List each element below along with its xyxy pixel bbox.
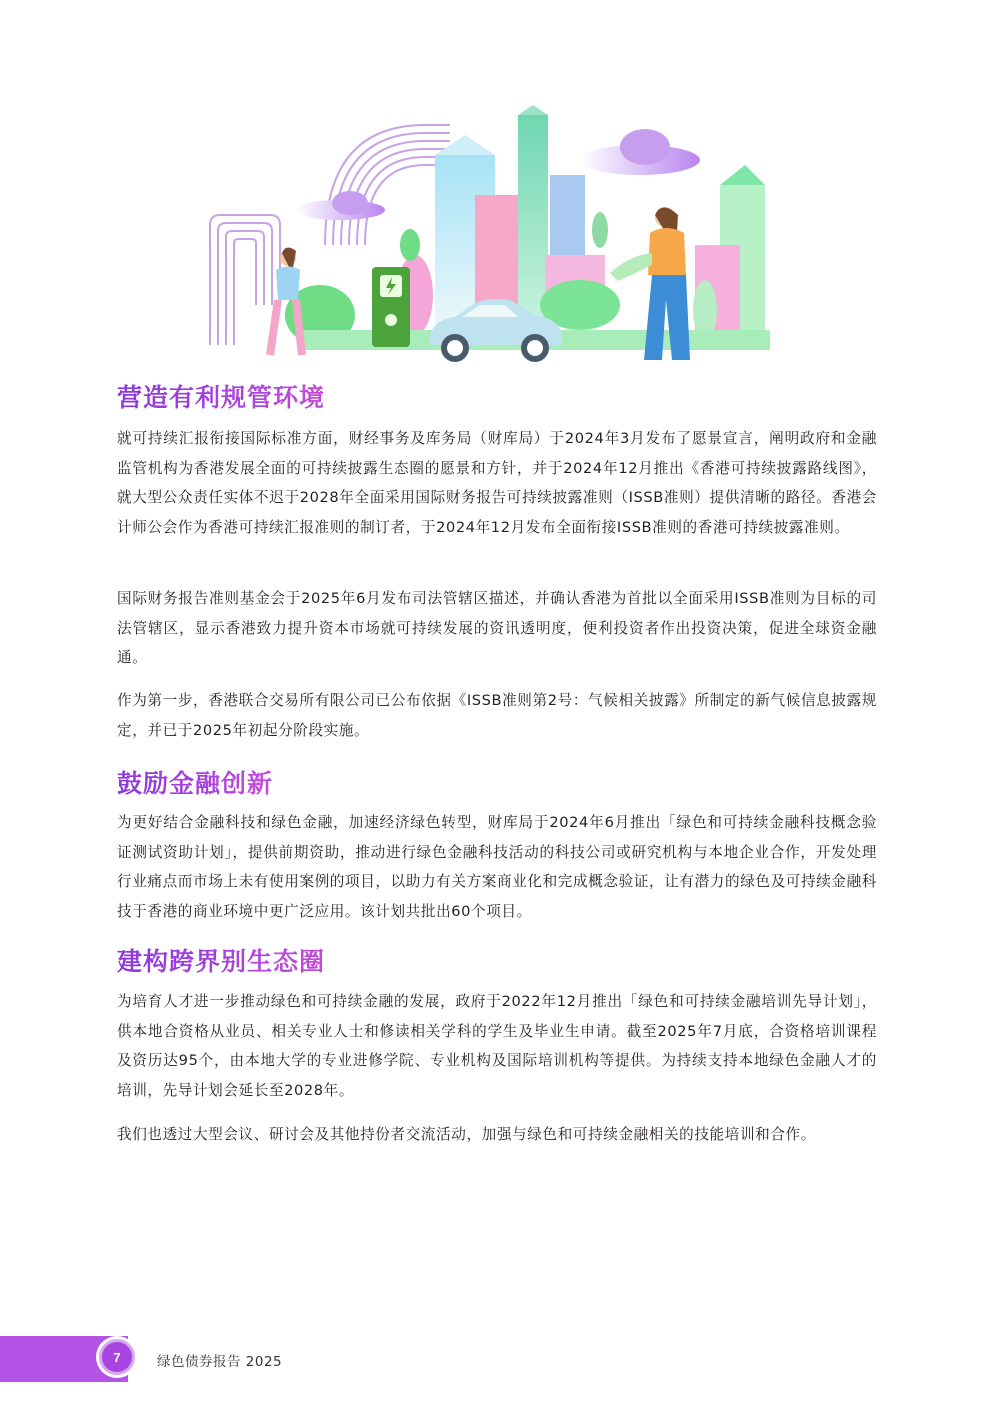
paragraph: 为更好结合金融科技和绿色金融，加速经济绿色转型，财库局于2024年6月推出「绿色和可持续金融科技概念验证测试资助计划」，提供前期资助，推动进行绿色金融科技活动的科技公司或研究机构与本地企业合作，开发处理行业痛点而市场上未有使用案例的项目，以助力有关方案商业化和完成概念验证，让有潜力的绿色及可持续金融科技于香港的商业环境中更广泛应用。该计划共批出60个项目。 bbox=[117, 814, 877, 920]
paragraph: 为培育人才进一步推动绿色和可持续金融的发展，政府于2022年12月推出「绿色和可持续金融培训先导计划」，供本地合资格从业员、相关专业人士和修读相关学科的学生及毕业生申请。截至2025年7月底，合资格培训课程及资历达95个，由本地大学的专业进修学院、专业机构及国际培训机构等提供。为持续支持本地绿色金融人才的培训，先导计划会延长至2028年。 bbox=[117, 993, 877, 1099]
green-city-illustration bbox=[200, 105, 780, 375]
section-title-regulatory: 营造有利规管环境 bbox=[117, 378, 325, 414]
paragraph: 作为第一步，香港联合交易所有限公司已公布依据《ISSB准则第2号：气候相关披露》所制定的新气候信息披露规定，并已于2025年初起分阶段实施。 bbox=[117, 692, 877, 739]
paragraph: 就可持续汇报衔接国际标准方面，财经事务及库务局（财库局）于2024年3月发布了愿景宣言，阐明政府和金融监管机构为香港发展全面的可持续披露生态圈的愿景和方针，并于2024年12月推出《香港可持续披露路线图》，就大型公众责任实体不迟于2028年全面采用国际财务报告可持续披露准则（ISSB准则）提供清晰的路径。香港会计师公会作为香港可持续汇报准则的制订者，于2024年12月发布全面衔接ISSB准则的香港可持续披露准则。 bbox=[117, 430, 877, 536]
section-title-ecosystem: 建构跨界别生态圈 bbox=[117, 942, 325, 978]
page-number: 7 bbox=[99, 1339, 135, 1375]
paragraph: 我们也透过大型会议、研讨会及其他持份者交流活动，加强与绿色和可持续金融相关的技能培训和合作。 bbox=[117, 1126, 816, 1143]
section-title-innovation: 鼓励金融创新 bbox=[117, 764, 273, 800]
ev-charger-icon bbox=[372, 267, 410, 347]
page-number-badge bbox=[96, 1336, 138, 1378]
report-title: 绿色债券报告 2025 bbox=[157, 1354, 283, 1370]
tower bbox=[518, 115, 548, 325]
paragraph: 国际财务报告准则基金会于2025年6月发布司法管辖区描述，并确认香港为首批以全面采用ISSB准则为目标的司法管辖区，显示香港致力提升资本市场就可持续发展的资讯透明度，便利投资者作出投资决策，促进全球资金融通。 bbox=[117, 590, 877, 667]
woman-walking-figure bbox=[270, 247, 302, 355]
